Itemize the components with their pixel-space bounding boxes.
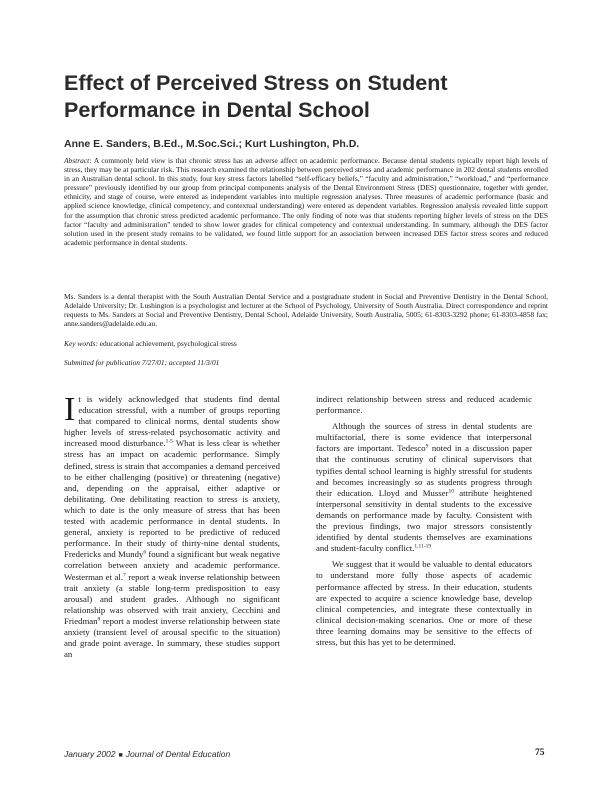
body-text: attribute heightened interpersonal sensitivity in dental students to the excessive demands on performance made by faculty. Consistent with the previous findings, two major stressors consistently identified by dental students themselves are examinations and student-faculty conflict. <box>316 487 532 554</box>
body-paragraph: indirect relationship between stress and reduced academic performance. <box>316 394 532 416</box>
abstract <box>64 156 548 247</box>
body-text: What is less clear is whether stress has an impact on academic performance. Simply defined, stress is strain that accompanies a demand perceived to be either challenging (positive) or threatening (negative) and, depending on the appraisal, either adaptive or debilitating. One debilitating reaction to stress is anxiety, which to date is the only measure of stress that has been tested with academic performance in dental students. In general, anxiety is reported to be predictive of reduced performance. In their study of thirty-nine dental students, Fredericks and Mundy <box>64 438 280 560</box>
abstract-text: A commonly held view is that chronic stress has an adverse affect on academic performance. Because dental students typically report high levels of stress, they may be at particular risk. This research examined the relationship between perceived stress and academic performance in 202 dental students enrolled in an Australian dental school. In this study, four key stress factors labelled “self-efficacy beliefs,” “faculty and administration,” “workload,” and “performance pressure” previously identified by our group from principal components analysis of the Dental Environment Stress (DES) questionnaire, together with gender, ethnicity, and stage of course, were entered as independent variables into multiple regression analyses. Three measures of academic performance (basic and applied science knowledge, clinical competency, and contextual understanding) were entered as dependent variables. Regression analysis revealed little support for the assumption that chronic stress predicted academic performance. The only finding of note was that students reporting higher levels of stress on the DES factor “faculty and administration” tended to show lower grades for clinical competency and contextual understanding. In summary, although the DES factor solution used in the present study remains to be validated, we found little support for an association between increased DES factor stress scores and reduced academic performance in dental students. <box>64 156 548 247</box>
body-text: t is widely acknowledged that students find dental education stressful, with a number of groups reporting that compared to clinical norms, dental students show higher levels of stress-related psychosomatic activity and increased mood disturbance. <box>64 394 280 449</box>
citation-ref: 9 <box>425 443 429 450</box>
body-text: Although the sources of stress in dental students are multifactorial, there is some evidence that interpersonal factors are important. Tedesco <box>316 421 532 454</box>
author-list: Anne E. Sanders, B.Ed., M.Soc.Sci.; Kurt Lushington, Ph.D. <box>64 138 360 150</box>
citation-ref: 6 <box>143 549 147 556</box>
footer-journal: Journal of Dental Education <box>125 749 231 759</box>
page-number: 75 <box>535 748 545 758</box>
body-column-left <box>64 391 280 660</box>
citation-ref: 1,11-19 <box>414 543 432 550</box>
keywords <box>64 339 548 348</box>
drop-cap: I <box>64 391 76 428</box>
footer-separator: ■ <box>118 752 123 759</box>
citation-ref: 7 <box>123 572 126 578</box>
citation-ref: 8 <box>97 616 101 623</box>
abstract-label: Abstract: <box>64 156 92 165</box>
keywords-text: educational achievement, psychological stress <box>97 339 237 348</box>
body-text: report a modest inverse relationship between state anxiety (transient level of arousal specific to the situation) and grade point average. In summary, these studies support an <box>64 615 280 660</box>
body-column-right <box>316 394 532 648</box>
article-title: Effect of Perceived Stress on Student Performance in Dental School <box>64 71 448 122</box>
author-affiliation: Ms. Sanders is a dental therapist with the South Australian Dental Service and a postgraduate student in Social and Preventive Dentistry in the Dental School, Adelaide University; Dr. Lushington is a psychologist and lecturer at the School of Psychology, University of South Australia. Direct correspondence and reprint requests to Ms. Sanders at Social and Preventive Dentistry, Dental School, Adelaide University, South Australia, 5005; 61-8303-3292 phone; 61-8303-4858 fax; anne.sanders@adelaide.edu.au. <box>64 292 548 329</box>
body-text: noted in a discussion paper that the continuous scrutiny of clinical supervisors that typifies dental school learning is highly stressful for students and becomes increasingly so as students progress through their education. Lloyd and Musser <box>316 443 532 498</box>
keywords-label: Key words: <box>64 339 98 348</box>
footer-date: January 2002 <box>64 749 116 759</box>
body-paragraph <box>316 421 532 554</box>
body-text: found a significant but weak negative correlation between anxiety and academic performance. Westerman et al. <box>64 549 280 582</box>
running-footer <box>64 749 230 759</box>
citation-ref: 1-5 <box>165 438 173 445</box>
citation-ref: 10 <box>448 488 454 495</box>
submission-dates: Submitted for publication 7/27/01; accepted 11/3/01 <box>64 358 220 367</box>
body-text: report a weak inverse relationship between trait anxiety (a stable long-term predisposition to easy arousal) and student grades. Although no significant relationship was observed with trait anxiety, Cecchini and Friedman <box>64 571 280 626</box>
body-paragraph <box>64 391 280 660</box>
body-paragraph: We suggest that it would be valuable to dental educators to understand more fully those aspects of academic performance affected by stress. In their education, students are expected to acquire a science knowledge base, develop clinical competencies, and integrate these contextually in clinical decision-making scenarios. One or more of these three learning domains may be sensitive to the effects of stress, but this has yet to be determined. <box>316 559 532 647</box>
